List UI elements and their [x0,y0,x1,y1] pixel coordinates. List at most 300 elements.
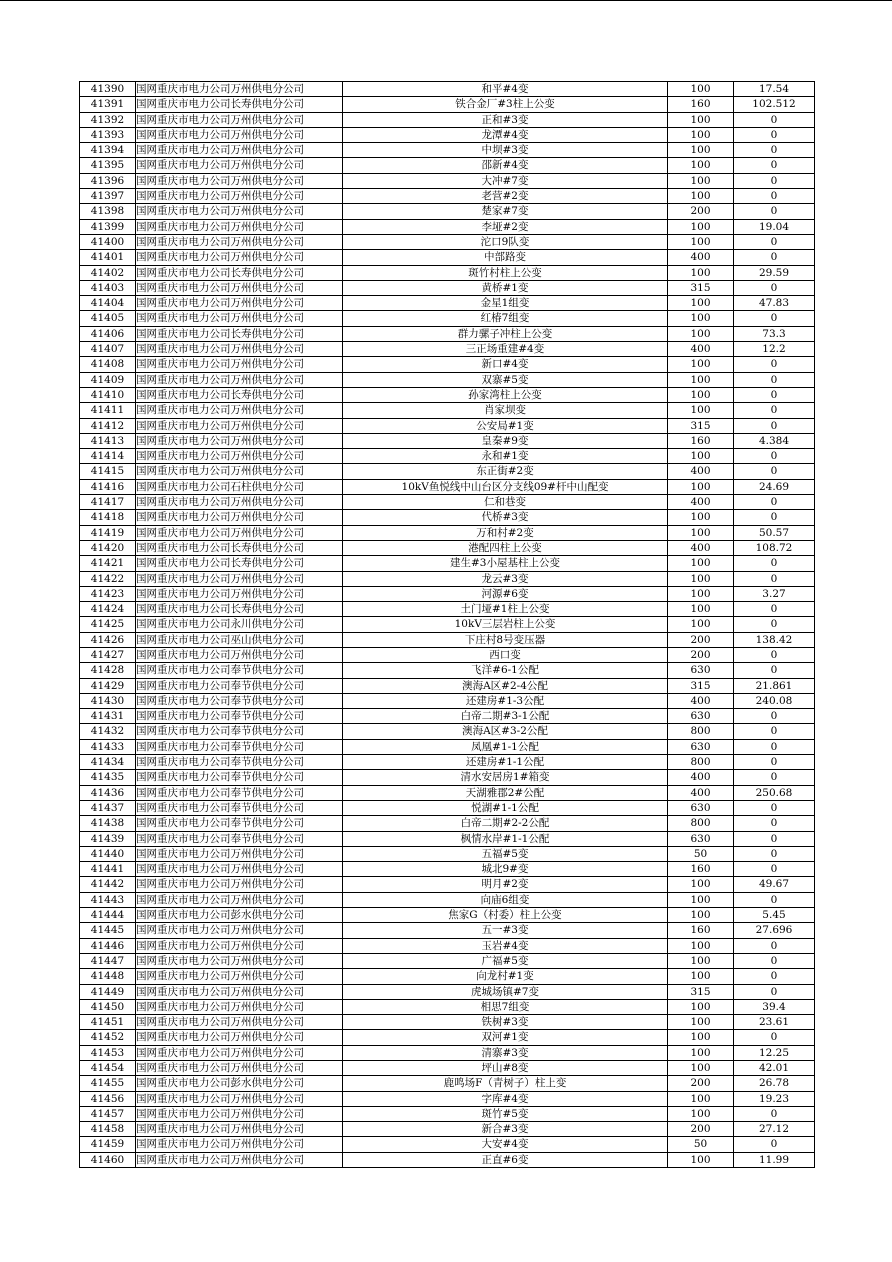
row-id-cell: 41390 [80,82,136,97]
load-cell: 0 [734,280,815,295]
capacity-cell: 100 [668,908,734,923]
load-cell: 26.78 [734,1076,815,1091]
capacity-cell: 100 [668,357,734,372]
row-id-cell: 41419 [80,525,136,540]
load-cell: 0 [734,556,815,571]
load-cell: 0 [734,112,815,127]
table-row [80,969,815,984]
table-row [80,1045,815,1060]
load-cell: 49.67 [734,877,815,892]
table-row [80,418,815,433]
company-cell: 国网重庆市电力公司万州供电分公司 [136,510,343,525]
load-cell: 0 [734,739,815,754]
load-cell: 240.08 [734,693,815,708]
top-border-line [0,0,892,1]
capacity-cell: 315 [668,984,734,999]
transformer-name-cell: 河源#6变 [343,586,668,601]
company-cell: 国网重庆市电力公司万州供电分公司 [136,969,343,984]
company-cell: 国网重庆市电力公司万州供电分公司 [136,984,343,999]
row-id-cell: 41454 [80,1061,136,1076]
load-cell: 42.01 [734,1061,815,1076]
company-cell: 国网重庆市电力公司长寿供电分公司 [136,540,343,555]
capacity-cell: 100 [668,1015,734,1030]
load-cell: 0 [734,1137,815,1152]
table-row [80,770,815,785]
load-cell: 4.384 [734,433,815,448]
company-cell: 国网重庆市电力公司奉节供电分公司 [136,663,343,678]
table-row [80,464,815,479]
transformer-name-cell: 天湖雅郡2#公配 [343,785,668,800]
load-cell: 0 [734,143,815,158]
row-id-cell: 41437 [80,800,136,815]
capacity-cell: 100 [668,1091,734,1106]
load-cell: 0 [734,846,815,861]
row-id-cell: 41414 [80,449,136,464]
capacity-cell: 100 [668,510,734,525]
company-cell: 国网重庆市电力公司万州供电分公司 [136,112,343,127]
table-row [80,953,815,968]
transformer-name-cell: 还建房#1-1公配 [343,755,668,770]
table-row [80,387,815,402]
transformer-name-cell: 向庙6组变 [343,892,668,907]
transformer-name-cell: 铁合金厂#3柱上公变 [343,97,668,112]
table-row [80,189,815,204]
capacity-cell: 400 [668,250,734,265]
load-cell: 0 [734,831,815,846]
load-cell: 12.2 [734,342,815,357]
transformer-name-cell: 明月#2变 [343,877,668,892]
row-id-cell: 41459 [80,1137,136,1152]
load-cell: 0 [734,204,815,219]
transformer-name-cell: 沱口9队变 [343,234,668,249]
load-cell: 47.83 [734,296,815,311]
company-cell: 国网重庆市电力公司彭水供电分公司 [136,908,343,923]
transformer-name-cell: 玉岩#4变 [343,938,668,953]
capacity-cell: 100 [668,892,734,907]
company-cell: 国网重庆市电力公司巫山供电分公司 [136,632,343,647]
table-row [80,785,815,800]
load-cell: 50.57 [734,525,815,540]
transformer-name-cell: 清寨#3变 [343,1045,668,1060]
capacity-cell: 100 [668,265,734,280]
row-id-cell: 41434 [80,755,136,770]
capacity-cell: 100 [668,1152,734,1167]
capacity-cell: 200 [668,632,734,647]
transformer-name-cell: 斑竹村柱上公变 [343,265,668,280]
load-cell: 39.4 [734,999,815,1014]
capacity-cell: 100 [668,1030,734,1045]
row-id-cell: 41445 [80,923,136,938]
company-cell: 国网重庆市电力公司万州供电分公司 [136,280,343,295]
company-cell: 国网重庆市电力公司长寿供电分公司 [136,97,343,112]
table-row [80,495,815,510]
row-id-cell: 41430 [80,693,136,708]
load-cell: 27.12 [734,1122,815,1137]
table-row [80,173,815,188]
capacity-cell: 400 [668,342,734,357]
load-cell: 0 [734,724,815,739]
company-cell: 国网重庆市电力公司万州供电分公司 [136,877,343,892]
transformer-name-cell: 焦家G（村委）柱上公变 [343,908,668,923]
table-row [80,433,815,448]
row-id-cell: 41424 [80,602,136,617]
load-cell: 3.27 [734,586,815,601]
row-id-cell: 41423 [80,586,136,601]
company-cell: 国网重庆市电力公司奉节供电分公司 [136,831,343,846]
table-row [80,938,815,953]
capacity-cell: 100 [668,556,734,571]
load-cell: 17.54 [734,82,815,97]
row-id-cell: 41460 [80,1152,136,1167]
table-row [80,326,815,341]
row-id-cell: 41405 [80,311,136,326]
load-cell: 0 [734,449,815,464]
table-row [80,862,815,877]
transformer-name-cell: 正直#6变 [343,1152,668,1167]
capacity-cell: 100 [668,326,734,341]
transformer-name-cell: 群力骡子冲柱上公变 [343,326,668,341]
company-cell: 国网重庆市电力公司长寿供电分公司 [136,265,343,280]
capacity-cell: 100 [668,602,734,617]
row-id-cell: 41427 [80,647,136,662]
capacity-cell: 100 [668,877,734,892]
transformer-name-cell: 悦湖#1-1公配 [343,800,668,815]
load-cell: 0 [734,892,815,907]
load-cell: 102.512 [734,97,815,112]
transformer-name-cell: 东正街#2变 [343,464,668,479]
load-cell: 27.696 [734,923,815,938]
company-cell: 国网重庆市电力公司万州供电分公司 [136,495,343,510]
load-cell: 11.99 [734,1152,815,1167]
load-cell: 23.61 [734,1015,815,1030]
load-cell: 0 [734,250,815,265]
table-row [80,816,815,831]
transformer-name-cell: 下庄村8号变压器 [343,632,668,647]
transformer-name-cell: 五福#5变 [343,846,668,861]
load-cell: 108.72 [734,540,815,555]
capacity-cell: 50 [668,846,734,861]
capacity-cell: 100 [668,219,734,234]
capacity-cell: 100 [668,969,734,984]
table-row [80,82,815,97]
table-row [80,739,815,754]
load-cell: 0 [734,663,815,678]
capacity-cell: 400 [668,693,734,708]
company-cell: 国网重庆市电力公司万州供电分公司 [136,143,343,158]
transformer-name-cell: 白帝二期#3-1公配 [343,709,668,724]
load-cell: 250.68 [734,785,815,800]
row-id-cell: 41428 [80,663,136,678]
company-cell: 国网重庆市电力公司奉节供电分公司 [136,739,343,754]
table-row [80,984,815,999]
capacity-cell: 400 [668,785,734,800]
row-id-cell: 41397 [80,189,136,204]
capacity-cell: 160 [668,97,734,112]
table-row [80,234,815,249]
row-id-cell: 41458 [80,1122,136,1137]
transformer-name-cell: 金星1组变 [343,296,668,311]
load-cell: 5.45 [734,908,815,923]
row-id-cell: 41447 [80,953,136,968]
company-cell: 国网重庆市电力公司万州供电分公司 [136,372,343,387]
table-row [80,1137,815,1152]
capacity-cell: 800 [668,724,734,739]
row-id-cell: 41395 [80,158,136,173]
capacity-cell: 100 [668,999,734,1014]
company-cell: 国网重庆市电力公司石柱供电分公司 [136,479,343,494]
company-cell: 国网重庆市电力公司万州供电分公司 [136,846,343,861]
table-row [80,556,815,571]
row-id-cell: 41408 [80,357,136,372]
company-cell: 国网重庆市电力公司万州供电分公司 [136,953,343,968]
transformer-name-cell: 公安局#1变 [343,418,668,433]
load-cell: 19.23 [734,1091,815,1106]
capacity-cell: 100 [668,953,734,968]
company-cell: 国网重庆市电力公司奉节供电分公司 [136,770,343,785]
row-id-cell: 41400 [80,234,136,249]
capacity-cell: 100 [668,571,734,586]
capacity-cell: 100 [668,143,734,158]
transformer-name-cell: 白帝二期#2-2公配 [343,816,668,831]
company-cell: 国网重庆市电力公司万州供电分公司 [136,892,343,907]
load-cell: 0 [734,984,815,999]
row-id-cell: 41413 [80,433,136,448]
load-cell: 0 [734,403,815,418]
transformer-name-cell: 虎城场镇#7变 [343,984,668,999]
transformer-name-cell: 枫情水岸#1-1公配 [343,831,668,846]
company-cell: 国网重庆市电力公司彭水供电分公司 [136,1076,343,1091]
row-id-cell: 41399 [80,219,136,234]
company-cell: 国网重庆市电力公司万州供电分公司 [136,158,343,173]
load-cell: 0 [734,510,815,525]
transformer-name-cell: 龙云#3变 [343,571,668,586]
table-row [80,586,815,601]
capacity-cell: 200 [668,204,734,219]
transformer-name-cell: 邵新#4变 [343,158,668,173]
company-cell: 国网重庆市电力公司万州供电分公司 [136,923,343,938]
company-cell: 国网重庆市电力公司长寿供电分公司 [136,602,343,617]
capacity-cell: 200 [668,1122,734,1137]
row-id-cell: 41407 [80,342,136,357]
transformer-name-cell: 清水安居房1#箱变 [343,770,668,785]
table-row [80,311,815,326]
capacity-cell: 630 [668,800,734,815]
capacity-cell: 100 [668,158,734,173]
load-cell: 0 [734,816,815,831]
company-cell: 国网重庆市电力公司长寿供电分公司 [136,556,343,571]
company-cell: 国网重庆市电力公司万州供电分公司 [136,1030,343,1045]
capacity-cell: 630 [668,831,734,846]
transformer-name-cell: 老营#2变 [343,189,668,204]
transformer-table [79,81,815,1168]
load-cell: 0 [734,418,815,433]
transformer-name-cell: 新合#3变 [343,1122,668,1137]
load-cell: 0 [734,189,815,204]
capacity-cell: 100 [668,296,734,311]
company-cell: 国网重庆市电力公司万州供电分公司 [136,1045,343,1060]
company-cell: 国网重庆市电力公司万州供电分公司 [136,1061,343,1076]
transformer-name-cell: 鹿鸣场F（青树子）柱上变 [343,1076,668,1091]
table-row [80,709,815,724]
capacity-cell: 100 [668,938,734,953]
transformer-name-cell: 孙家湾柱上公变 [343,387,668,402]
transformer-name-cell: 万和村#2变 [343,525,668,540]
load-cell: 0 [734,127,815,142]
capacity-cell: 100 [668,311,734,326]
company-cell: 国网重庆市电力公司万州供电分公司 [136,311,343,326]
transformer-name-cell: 土门垭#1柱上公变 [343,602,668,617]
load-cell: 19.04 [734,219,815,234]
load-cell: 12.25 [734,1045,815,1060]
table-row [80,755,815,770]
row-id-cell: 41415 [80,464,136,479]
row-id-cell: 41441 [80,862,136,877]
table-row [80,602,815,617]
table-row [80,693,815,708]
load-cell: 0 [734,755,815,770]
row-id-cell: 41435 [80,770,136,785]
capacity-cell: 50 [668,1137,734,1152]
capacity-cell: 100 [668,449,734,464]
load-cell: 0 [734,571,815,586]
transformer-name-cell: 龙潭#4变 [343,127,668,142]
table-row [80,1122,815,1137]
transformer-name-cell: 仁和巷变 [343,495,668,510]
row-id-cell: 41448 [80,969,136,984]
load-cell: 0 [734,969,815,984]
company-cell: 国网重庆市电力公司万州供电分公司 [136,418,343,433]
company-cell: 国网重庆市电力公司万州供电分公司 [136,1015,343,1030]
capacity-cell: 800 [668,816,734,831]
transformer-name-cell: 向龙村#1变 [343,969,668,984]
load-cell: 0 [734,372,815,387]
transformer-name-cell: 字库#4变 [343,1091,668,1106]
row-id-cell: 41411 [80,403,136,418]
table-row [80,158,815,173]
table-row [80,1015,815,1030]
capacity-cell: 315 [668,678,734,693]
company-cell: 国网重庆市电力公司长寿供电分公司 [136,387,343,402]
capacity-cell: 100 [668,112,734,127]
table-row [80,877,815,892]
load-cell: 0 [734,387,815,402]
company-cell: 国网重庆市电力公司万州供电分公司 [136,127,343,142]
transformer-name-cell: 双河#1变 [343,1030,668,1045]
capacity-cell: 100 [668,127,734,142]
table-row [80,143,815,158]
transformer-name-cell: 楚家#7变 [343,204,668,219]
load-cell: 21.861 [734,678,815,693]
capacity-cell: 100 [668,1061,734,1076]
transformer-name-cell: 澳海A区#3-2公配 [343,724,668,739]
load-cell: 0 [734,173,815,188]
transformer-name-cell: 中坝#3变 [343,143,668,158]
capacity-cell: 200 [668,647,734,662]
transformer-name-cell: 澳海A区#2-4公配 [343,678,668,693]
transformer-name-cell: 城北9#变 [343,862,668,877]
capacity-cell: 400 [668,495,734,510]
capacity-cell: 100 [668,617,734,632]
load-cell: 0 [734,602,815,617]
table-row [80,97,815,112]
company-cell: 国网重庆市电力公司永川供电分公司 [136,617,343,632]
transformer-name-cell: 相思7组变 [343,999,668,1014]
table-row [80,999,815,1014]
capacity-cell: 200 [668,1076,734,1091]
table-row [80,632,815,647]
capacity-cell: 800 [668,755,734,770]
row-id-cell: 41412 [80,418,136,433]
load-cell: 0 [734,311,815,326]
load-cell: 0 [734,938,815,953]
row-id-cell: 41401 [80,250,136,265]
capacity-cell: 100 [668,586,734,601]
company-cell: 国网重庆市电力公司奉节供电分公司 [136,693,343,708]
transformer-name-cell: 坪山#8变 [343,1061,668,1076]
company-cell: 国网重庆市电力公司奉节供电分公司 [136,724,343,739]
company-cell: 国网重庆市电力公司万州供电分公司 [136,1122,343,1137]
load-cell: 29.59 [734,265,815,280]
capacity-cell: 100 [668,82,734,97]
row-id-cell: 41455 [80,1076,136,1091]
company-cell: 国网重庆市电力公司奉节供电分公司 [136,678,343,693]
transformer-name-cell: 建生#3小屋基柱上公变 [343,556,668,571]
row-id-cell: 41392 [80,112,136,127]
load-cell: 0 [734,770,815,785]
table-row [80,1091,815,1106]
table-row [80,510,815,525]
table-row [80,342,815,357]
load-cell: 0 [734,495,815,510]
row-id-cell: 41409 [80,372,136,387]
capacity-cell: 630 [668,739,734,754]
company-cell: 国网重庆市电力公司万州供电分公司 [136,82,343,97]
load-cell: 138.42 [734,632,815,647]
table-row [80,1030,815,1045]
transformer-name-cell: 双寨#5变 [343,372,668,387]
table-row [80,403,815,418]
load-cell: 0 [734,647,815,662]
row-id-cell: 41422 [80,571,136,586]
company-cell: 国网重庆市电力公司万州供电分公司 [136,862,343,877]
company-cell: 国网重庆市电力公司奉节供电分公司 [136,709,343,724]
table-row [80,617,815,632]
transformer-name-cell: 红椿7组变 [343,311,668,326]
capacity-cell: 100 [668,173,734,188]
transformer-name-cell: 新口#4变 [343,357,668,372]
row-id-cell: 41433 [80,739,136,754]
transformer-name-cell: 10kV鱼悦线中山台区分支线09#杆中山配变 [343,479,668,494]
table-row [80,923,815,938]
row-id-cell: 41420 [80,540,136,555]
transformer-name-cell: 港配四柱上公变 [343,540,668,555]
company-cell: 国网重庆市电力公司万州供电分公司 [136,1137,343,1152]
table-row [80,647,815,662]
capacity-cell: 100 [668,234,734,249]
company-cell: 国网重庆市电力公司万州供电分公司 [136,525,343,540]
row-id-cell: 41403 [80,280,136,295]
row-id-cell: 41398 [80,204,136,219]
row-id-cell: 41416 [80,479,136,494]
load-cell: 0 [734,617,815,632]
capacity-cell: 100 [668,525,734,540]
company-cell: 国网重庆市电力公司奉节供电分公司 [136,755,343,770]
row-id-cell: 41429 [80,678,136,693]
table-row [80,571,815,586]
table-body [80,82,815,1168]
table-row [80,1076,815,1091]
load-cell: 0 [734,862,815,877]
